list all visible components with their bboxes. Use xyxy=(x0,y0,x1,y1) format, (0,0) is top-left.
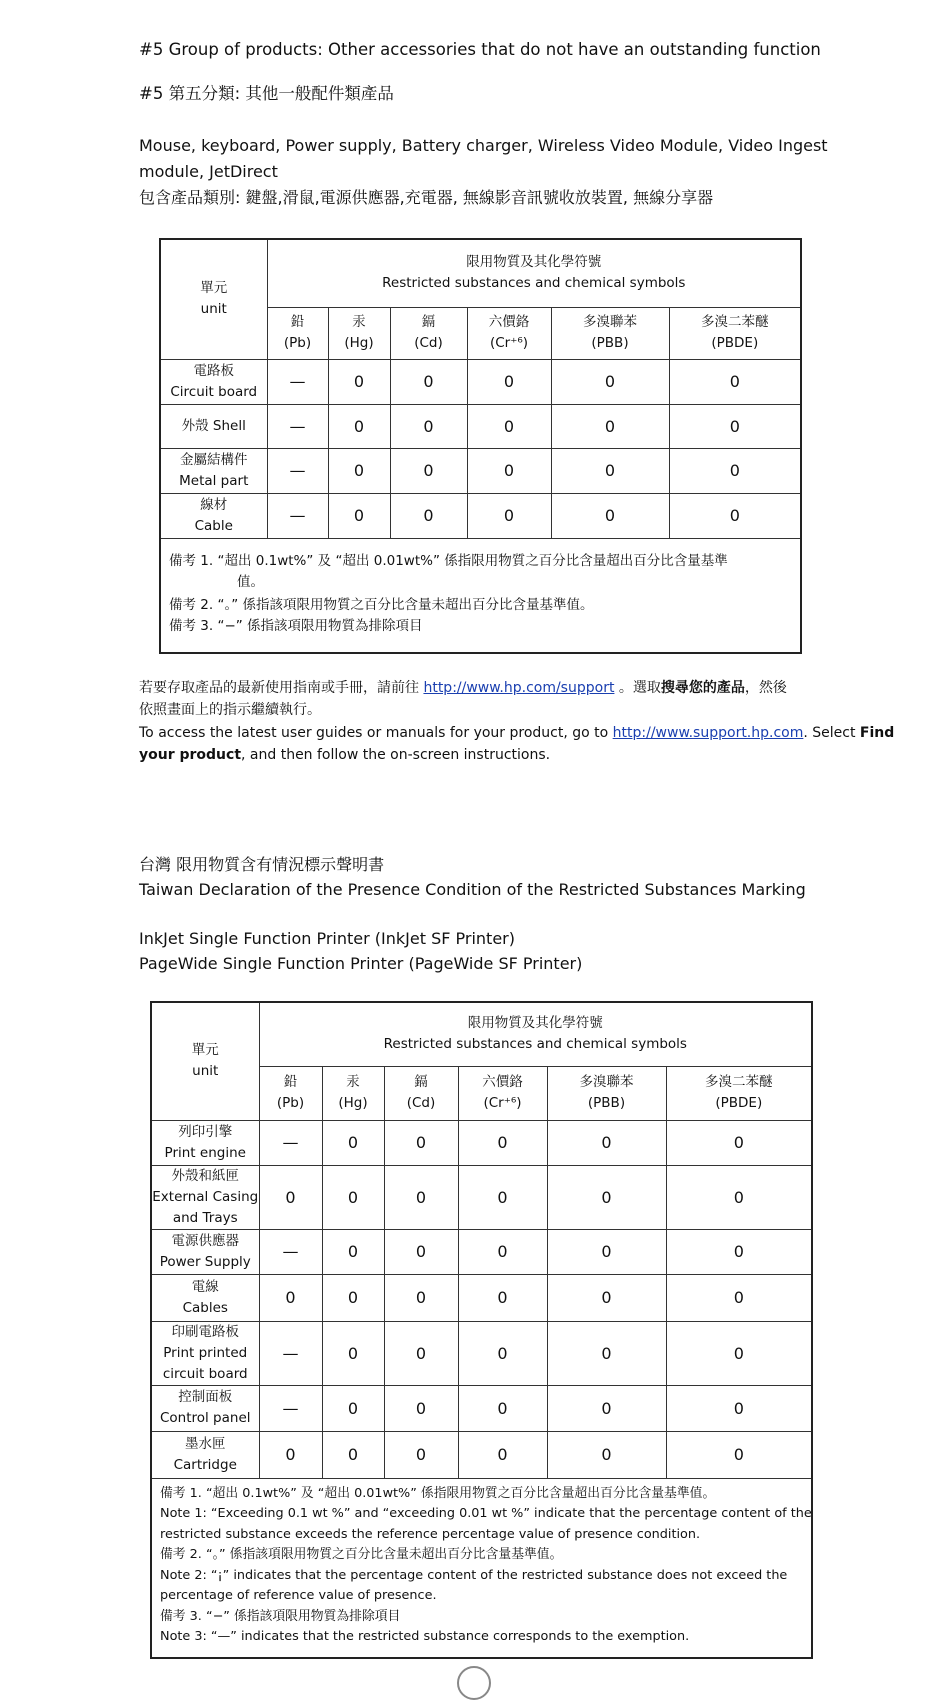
cell: 0 xyxy=(551,359,669,404)
cell: 0 xyxy=(547,1385,666,1431)
cell: 0 xyxy=(384,1274,458,1321)
cell: 0 xyxy=(547,1165,666,1229)
cell: — xyxy=(267,493,328,538)
cell: 0 xyxy=(666,1385,812,1431)
support-text-en-1: To access the latest user guides or manuals for your product, go to http://www.support.hp.com. Select Find xyxy=(139,725,895,741)
section2-title-en: Taiwan Declaration of the Presence Condition of the Restricted Substances Marking xyxy=(139,880,806,899)
substance-pb-header: 鉛 (Pb) xyxy=(267,307,328,359)
cell: 0 xyxy=(669,359,801,404)
section1-heading-en: #5 Group of products: Other accessories that do not have an outstanding function xyxy=(139,40,821,59)
table2-notes: 備考 1. “超出 0.1wt%” 及 “超出 0.01wt%” 係指限用物質之百分比含量超出百分比含量基準值。 Note 1: “Exceeding 0.1 wt %” and “exceeding 0.01 wt %” indicate that the percentage content of the restricted substance exceeds the reference percentage value of presence condition. 備考 2. “。” 係指該項限用物質之百分比含量未超出百分比含量基準值。 Note 2: “¡” indicates that the percentage content of the restricted substance does not exceed the percentage of reference value of presence. 備考 3. “−” 係指該項限用物質為排除項目 Note 3: “—” indicates that the restricted substance corresponds to the exemption. xyxy=(151,1478,812,1658)
cell: 0 xyxy=(390,448,467,493)
cell: 0 xyxy=(458,1120,547,1165)
restricted-substances-header: 限用物質及其化學符號 Restricted substances and chemical symbols xyxy=(267,239,801,307)
substance-pbde-header: 多溴二苯醚 (PBDE) xyxy=(666,1066,812,1120)
cell: 0 xyxy=(384,1431,458,1478)
table-row xyxy=(151,1120,812,1165)
table1-notes: 備考 1. “超出 0.1wt%” 及 “超出 0.01wt%” 係指限用物質之百分比含量超出百分比含量基準 值。 備考 2. “。” 係指該項限用物質之百分比含量未超出百分比含量基準值。 備考 3. “−” 係指該項限用物質為排除項目 xyxy=(160,538,801,653)
cell: 0 xyxy=(322,1229,384,1274)
cell: 0 xyxy=(384,1229,458,1274)
cell: 0 xyxy=(666,1431,812,1478)
section2-title-zh: 台灣 限用物質含有情況標示聲明書 xyxy=(139,855,385,874)
cell: 0 xyxy=(547,1229,666,1274)
cell: 0 xyxy=(666,1274,812,1321)
support-link-en[interactable]: http://www.support.hp.com xyxy=(612,725,804,741)
unit-header: 單元 unit xyxy=(151,1002,259,1120)
row-label: 線材 Cable xyxy=(160,493,267,538)
table-row xyxy=(151,1321,812,1385)
cell: 0 xyxy=(467,448,551,493)
section1-products-en-1: Mouse, keyboard, Power supply, Battery charger, Wireless Video Module, Video Ingest xyxy=(139,136,828,155)
support-text-zh-2: 依照畫面上的指示繼續執行。 xyxy=(139,702,321,718)
cell: — xyxy=(267,448,328,493)
substance-pb-header: 鉛 (Pb) xyxy=(259,1066,322,1120)
row-label: 電源供應器 Power Supply xyxy=(151,1229,259,1274)
cell: 0 xyxy=(390,404,467,448)
cell: — xyxy=(259,1385,322,1431)
row-label: 印刷電路板 Print printed circuit board xyxy=(151,1321,259,1385)
cell: 0 xyxy=(384,1120,458,1165)
section1-products-zh: 包含產品類別: 鍵盤,滑鼠,電源供應器,充電器, 無線影音訊號收放裝置, 無線分享器 xyxy=(139,188,714,207)
cell: 0 xyxy=(458,1165,547,1229)
row-label: 電路板 Circuit board xyxy=(160,359,267,404)
cell: 0 xyxy=(384,1165,458,1229)
cell: 0 xyxy=(669,493,801,538)
substance-cr6-header: 六價鉻 (Cr⁺⁶) xyxy=(458,1066,547,1120)
support-link-zh[interactable]: http://www.hp.com/support xyxy=(423,680,615,696)
cell: 0 xyxy=(669,404,801,448)
table-row xyxy=(151,1165,812,1229)
cell: — xyxy=(267,359,328,404)
cell: 0 xyxy=(666,1229,812,1274)
row-label: 控制面板 Control panel xyxy=(151,1385,259,1431)
cell: 0 xyxy=(322,1321,384,1385)
cell: 0 xyxy=(666,1120,812,1165)
cell: 0 xyxy=(547,1120,666,1165)
support-text-zh-1: 若要存取產品的最新使用指南或手冊，請前往 http://www.hp.com/support 。選取搜尋您的產品，然後 xyxy=(139,680,787,696)
cell: 0 xyxy=(390,359,467,404)
substance-pbb-header: 多溴聯苯 (PBB) xyxy=(547,1066,666,1120)
cell: 0 xyxy=(322,1165,384,1229)
cell: 0 xyxy=(390,493,467,538)
cell: 0 xyxy=(547,1431,666,1478)
cell: 0 xyxy=(259,1274,322,1321)
row-label: 外殼 Shell xyxy=(160,404,267,448)
substance-pbde-header: 多溴二苯醚 (PBDE) xyxy=(669,307,801,359)
cell: 0 xyxy=(666,1165,812,1229)
cell: 0 xyxy=(328,493,390,538)
cell: 0 xyxy=(551,448,669,493)
cell: 0 xyxy=(328,448,390,493)
section2-product-2: PageWide Single Function Printer (PageWide SF Printer) xyxy=(139,954,583,973)
cell: 0 xyxy=(328,404,390,448)
table-row xyxy=(160,359,801,404)
cell: 0 xyxy=(458,1321,547,1385)
cell: 0 xyxy=(467,493,551,538)
cell: — xyxy=(259,1229,322,1274)
cell: 0 xyxy=(467,359,551,404)
table-row xyxy=(151,1385,812,1431)
substance-cr6-header: 六價鉻 (Cr⁺⁶) xyxy=(467,307,551,359)
circle-icon xyxy=(457,1666,491,1700)
cell: 0 xyxy=(547,1321,666,1385)
cell: 0 xyxy=(458,1229,547,1274)
cell: — xyxy=(267,404,328,448)
row-label: 外殼和紙匣 External Casing and Trays xyxy=(151,1165,259,1229)
restricted-substances-table-1 xyxy=(159,238,802,654)
table-row xyxy=(160,404,801,448)
cell: 0 xyxy=(322,1385,384,1431)
restricted-substances-table-2 xyxy=(150,1001,813,1659)
cell: 0 xyxy=(666,1321,812,1385)
cell: — xyxy=(259,1321,322,1385)
cell: 0 xyxy=(322,1274,384,1321)
cell: 0 xyxy=(467,404,551,448)
cell: 0 xyxy=(384,1321,458,1385)
section2-product-1: InkJet Single Function Printer (InkJet SF Printer) xyxy=(139,929,515,948)
cell: 0 xyxy=(551,404,669,448)
table-row xyxy=(160,448,801,493)
table-row xyxy=(160,493,801,538)
row-label: 電線 Cables xyxy=(151,1274,259,1321)
table-row xyxy=(151,1229,812,1274)
cell: — xyxy=(259,1120,322,1165)
cell: 0 xyxy=(669,448,801,493)
cell: 0 xyxy=(458,1274,547,1321)
row-label: 列印引擎 Print engine xyxy=(151,1120,259,1165)
cell: 0 xyxy=(322,1120,384,1165)
section1-products-en-2: module, JetDirect xyxy=(139,162,278,181)
row-label: 金屬結構件 Metal part xyxy=(160,448,267,493)
section1-heading-zh: #5 第五分類: 其他一般配件類產品 xyxy=(139,84,394,103)
cell: 0 xyxy=(259,1431,322,1478)
substance-pbb-header: 多溴聯苯 (PBB) xyxy=(551,307,669,359)
table-row xyxy=(151,1274,812,1321)
substance-cd-header: 鎘 (Cd) xyxy=(390,307,467,359)
cell: 0 xyxy=(458,1431,547,1478)
unit-header: 單元 unit xyxy=(160,239,267,359)
cell: 0 xyxy=(384,1385,458,1431)
substance-hg-header: 汞 (Hg) xyxy=(322,1066,384,1120)
substance-cd-header: 鎘 (Cd) xyxy=(384,1066,458,1120)
row-label: 墨水匣 Cartridge xyxy=(151,1431,259,1478)
cell: 0 xyxy=(328,359,390,404)
substance-hg-header: 汞 (Hg) xyxy=(328,307,390,359)
cell: 0 xyxy=(322,1431,384,1478)
cell: 0 xyxy=(547,1274,666,1321)
table-row xyxy=(151,1431,812,1478)
cell: 0 xyxy=(551,493,669,538)
restricted-substances-header: 限用物質及其化學符號 Restricted substances and chemical symbols xyxy=(259,1002,812,1066)
cell: 0 xyxy=(458,1385,547,1431)
cell: 0 xyxy=(259,1165,322,1229)
support-text-en-2: your product, and then follow the on-screen instructions. xyxy=(139,747,551,763)
